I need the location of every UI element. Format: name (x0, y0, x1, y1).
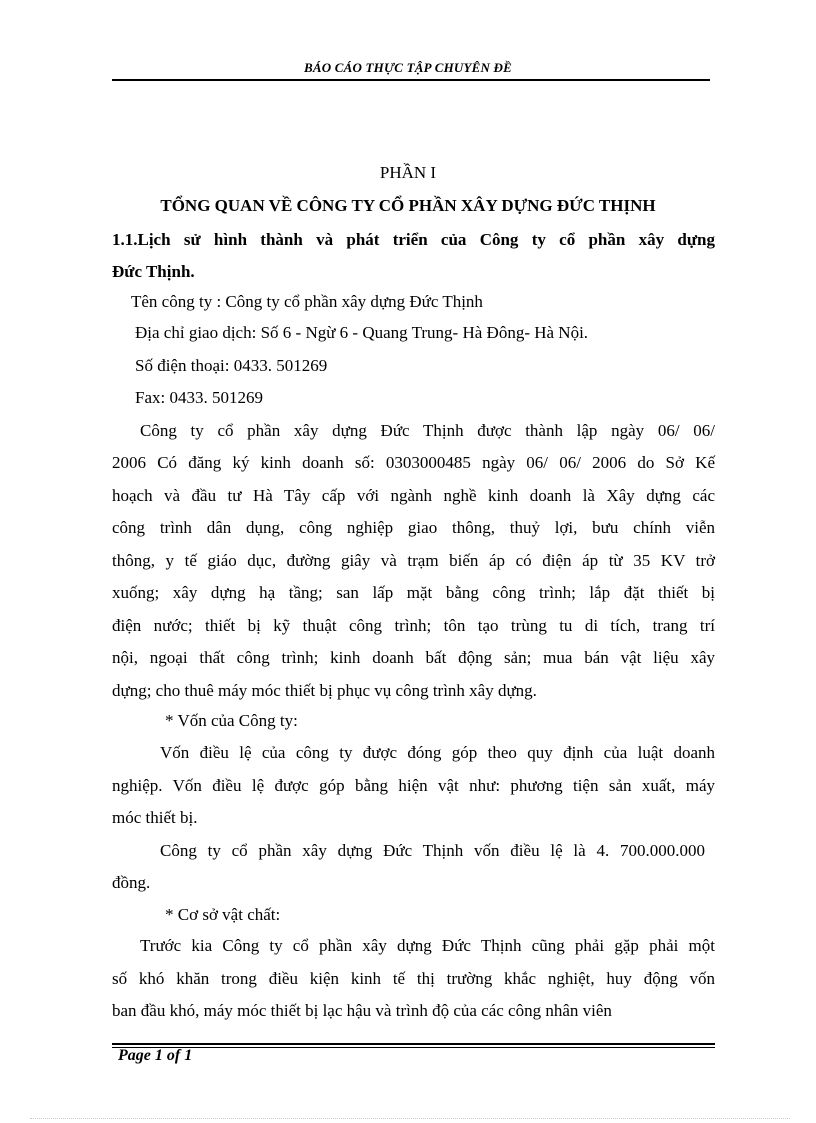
paragraph-line: hoạch và đầu tư Hà Tây cấp với ngành nghề kinh doanh là Xây dựng các (112, 486, 715, 505)
page-edge-divider (30, 1118, 790, 1119)
header-divider (112, 79, 710, 81)
paragraph-line: 2006 Có đăng ký kinh doanh số: 0303000485 ngày 06/ 06/ 2006 do Sở Kế (112, 453, 715, 472)
paragraph-line: công trình dân dụng, công nghiệp giao thông, thuỷ lợi, bưu chính viễn (112, 518, 715, 537)
paragraph-line: Công ty cổ phần xây dựng Đức Thịnh vốn điều lệ là 4. 700.000.000 (160, 841, 705, 860)
paragraph-line: nội, ngoại thất công trình; kinh doanh bất động sản; mua bán vật liệu xây (112, 648, 715, 667)
paragraph-line: điện nước; thiết bị kỹ thuật công trình; tôn tạo trùng tu di tích, trang trí (112, 616, 715, 635)
header-title: BÁO CÁO THỰC TẬP CHUYÊN ĐỀ (303, 60, 512, 75)
footer-divider (112, 1043, 715, 1045)
paragraph-line: móc thiết bị. (112, 808, 198, 827)
section-heading-line-1: 1.1.Lịch sử hình thành và phát triển của Công ty cổ phần xây dựng (112, 230, 715, 249)
paragraph-line: ban đầu khó, máy móc thiết bị lạc hậu và trình độ của các công nhân viên (112, 1001, 612, 1020)
chapter-title: TỔNG QUAN VỀ CÔNG TY CỔ PHẦN XÂY DỰNG ĐỨC THỊNH (160, 196, 656, 215)
company-fax: Fax: 0433. 501269 (135, 388, 263, 407)
paragraph-line: nghiệp. Vốn điều lệ được góp bằng hiện vật như: phương tiện sản xuất, máy (112, 776, 715, 795)
paragraph-line: xuống; xây dựng hạ tầng; san lấp mặt bằng công trình; lắp đặt thiết bị (112, 583, 715, 602)
paragraph-line: số khó khăn trong điều kiện kinh tế thị trường khắc nghiệt, huy động vốn (112, 969, 715, 988)
paragraph-line: đồng. (112, 873, 151, 892)
capital-heading: * Vốn của Công ty: (165, 711, 298, 730)
page-number: Page 1 of 1 (118, 1047, 193, 1064)
company-address: Địa chỉ giao dịch: Số 6 - Ngừ 6 - Quang Trung- Hà Đông- Hà Nội. (135, 323, 589, 342)
facility-heading: * Cơ sở vật chất: (165, 905, 281, 924)
paragraph-line: thông, y tế giáo dục, đường giây và trạm biến áp có điện áp từ 35 KV trở (112, 551, 715, 570)
paragraph-line: Vốn điều lệ của công ty được đóng góp theo quy định của luật doanh (160, 743, 715, 762)
paragraph-line: Trước kia Công ty cổ phần xây dựng Đức Thịnh cũng phải gặp phải một (140, 936, 715, 955)
paragraph-line: dựng; cho thuê máy móc thiết bị phục vụ công trình xây dựng. (112, 681, 537, 700)
company-phone: Số điện thoại: 0433. 501269 (135, 356, 328, 375)
section-heading-line-2: Đức Thịnh. (112, 262, 195, 281)
company-name: Tên công ty : Công ty cổ phần xây dựng Đức Thịnh (131, 292, 483, 311)
footer-divider-thin (112, 1047, 715, 1048)
part-label: PHẦN I (379, 163, 437, 182)
paragraph-line: Công ty cổ phần xây dựng Đức Thịnh được thành lập ngày 06/ 06/ (140, 421, 715, 440)
